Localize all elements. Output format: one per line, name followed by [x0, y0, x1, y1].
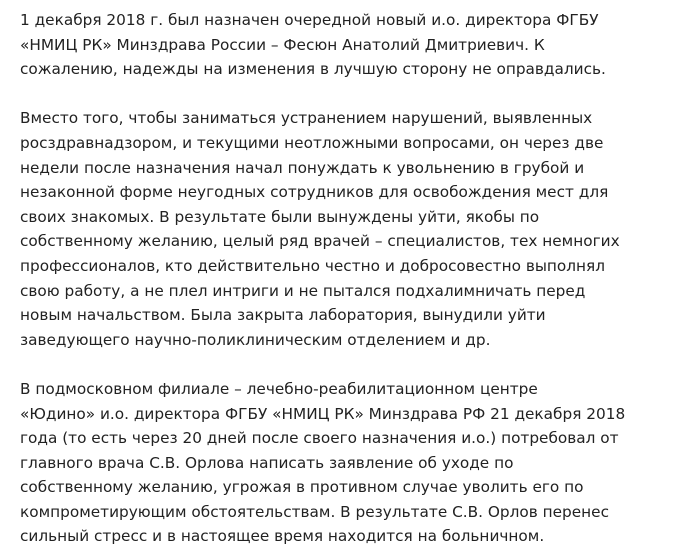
- text-line: своих знакомых. В результате были вынуждены уйти, якобы по: [20, 207, 540, 226]
- paragraph-3: [20, 377, 680, 549]
- text-line: свою работу, а не плел интриги и не пытался подхалимничать перед: [20, 281, 586, 300]
- text-line: «Юдино» и.о. директора ФГБУ «НМИЦ РК» Минздрава РФ 21 декабря 2018: [20, 404, 626, 423]
- text-line: заведующего научно-поликлиническим отделением и др.: [20, 330, 491, 349]
- text-line: собственному желанию, целый ряд врачей – специалистов, тех немногих: [20, 232, 620, 251]
- text-line: незаконной форме неугодных сотрудников для освобождения мест для: [20, 183, 609, 202]
- text-line: недели после назначения начал понуждать к увольнению в грубой и: [20, 158, 585, 177]
- paragraph-1: [20, 8, 680, 82]
- text-line: профессионалов, кто действительно честно и добросовестно выполнял: [20, 256, 606, 275]
- text-line: новым начальством. Была закрыта лаборатория, вынудили уйти: [20, 306, 546, 325]
- text-line: собственному желанию, угрожая в противном случае уволить его по: [20, 478, 584, 497]
- text-line: главного врача С.В. Орлова написать заявление об уходе по: [20, 453, 514, 472]
- text-line: сожалению, надежды на изменения в лучшую сторону не оправдались.: [20, 60, 606, 79]
- text-line: В подмосковном филиале – лечебно-реабилитационном центре: [20, 379, 538, 398]
- text-line: года (то есть через 20 дней после своего назначения и.о.) потребовал от: [20, 429, 619, 448]
- paragraph-2: [20, 106, 680, 352]
- text-line: Вместо того, чтобы заниматься устранением нарушений, выявленных: [20, 109, 593, 128]
- text-line: росздравнадзором, и текущими неотложными вопросами, он через две: [20, 133, 604, 152]
- text-line: сильный стресс и в настоящее время находится на больничном.: [20, 527, 545, 546]
- text-line: компрометирующим обстоятельствам. В результате С.В. Орлов перенес: [20, 502, 609, 521]
- text-line: 1 декабря 2018 г. был назначен очередной новый и.о. директора ФГБУ: [20, 11, 599, 29]
- text-line: «НМИЦ РК» Минздрава России – Фесюн Анатолий Дмитриевич. К: [20, 35, 545, 54]
